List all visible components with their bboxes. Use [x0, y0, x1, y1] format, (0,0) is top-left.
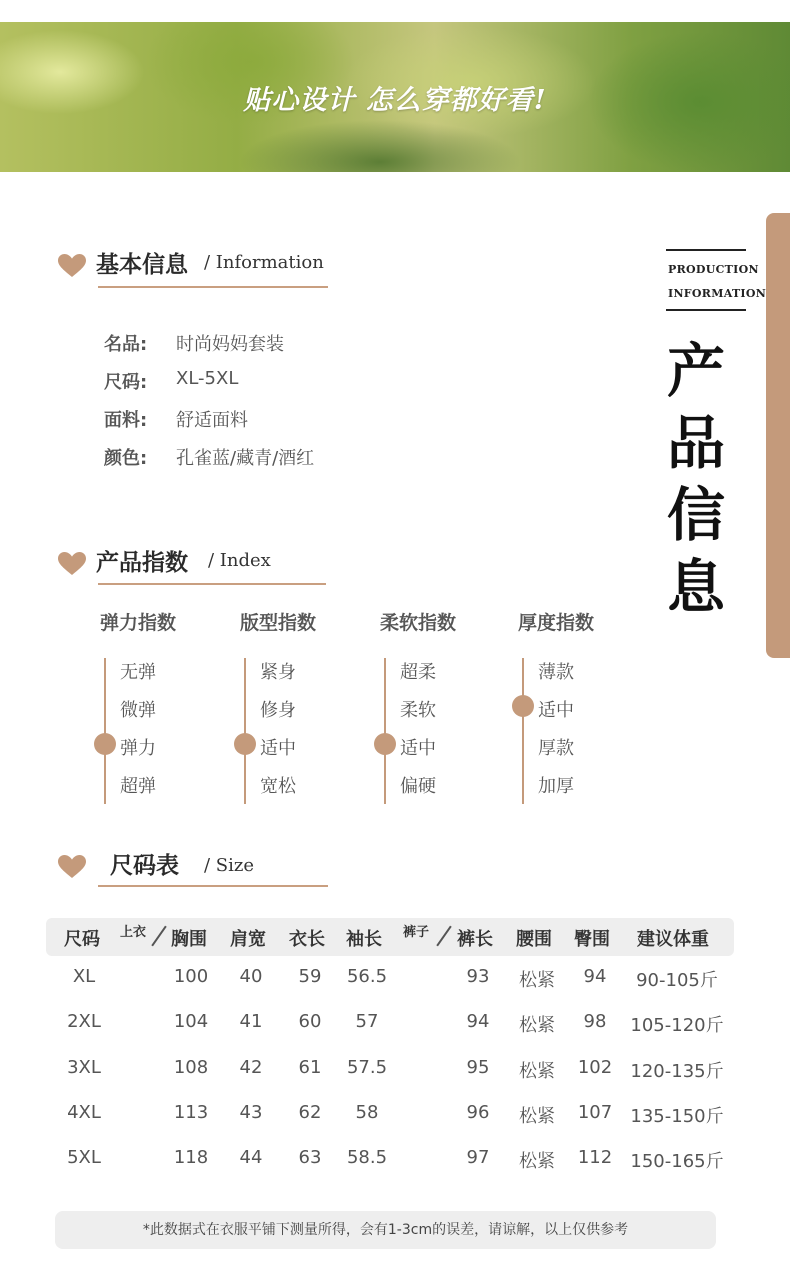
info-label: 名品: [104, 334, 148, 355]
table-cell-waist: 松紧 [519, 1060, 555, 1082]
index-scale-line [244, 658, 246, 804]
index-option: 弹力 [120, 738, 156, 759]
th-pants-length: 裤长 [457, 929, 493, 950]
table-cell-sleeve: 57 [355, 1011, 379, 1033]
side-rule-bottom [666, 309, 746, 311]
table-cell-hip: 112 [577, 1147, 613, 1169]
side-cn-char: 产 [666, 337, 725, 405]
heart-icon [58, 552, 86, 576]
table-cell-pants-length: 93 [466, 966, 490, 987]
index-option: 偏硬 [400, 776, 436, 797]
side-cn-char: 息 [666, 553, 725, 621]
index-title: 厚度指数 [518, 612, 595, 634]
table-cell-length: 63 [298, 1147, 322, 1169]
banner-title: 贴心设计 怎么穿都好看! [243, 85, 547, 116]
table-cell-weight: 120-135斤 [630, 1060, 724, 1082]
th-size: 尺码 [64, 929, 100, 950]
section-title-en: / Information [204, 252, 324, 273]
index-title: 柔软指数 [380, 612, 457, 634]
section-underline [98, 286, 328, 288]
index-selected-dot [512, 695, 534, 717]
info-value: 舒适面料 [176, 410, 248, 431]
table-cell-waist: 松紧 [519, 1151, 555, 1173]
table-cell-waist: 松紧 [519, 1105, 555, 1127]
section-title-cn: 基本信息 [96, 251, 188, 278]
index-option: 宽松 [260, 776, 296, 797]
th-chest: 胸围 [171, 929, 207, 950]
table-cell-chest: 104 [173, 1011, 209, 1033]
index-selected-dot [94, 733, 116, 755]
heart-icon [58, 855, 86, 879]
th-sleeve: 袖长 [346, 929, 382, 950]
index-option: 紧身 [260, 662, 296, 683]
info-label: 颜色: [104, 448, 148, 469]
table-cell-pants-length: 95 [466, 1056, 490, 1078]
table-cell-length: 59 [298, 966, 322, 987]
index-option: 适中 [400, 738, 436, 759]
table-cell-waist: 松紧 [519, 1015, 555, 1037]
table-cell-sleeve: 57.5 [346, 1056, 388, 1078]
info-value: 时尚妈妈套装 [176, 334, 284, 355]
th-length: 衣长 [289, 929, 325, 950]
table-cell-shoulder: 40 [239, 966, 263, 987]
index-title: 版型指数 [240, 612, 317, 634]
table-cell-size: XL [72, 966, 96, 987]
table-cell-hip: 102 [577, 1056, 613, 1078]
table-cell-hip: 98 [583, 1011, 607, 1033]
th-hip: 臀围 [574, 929, 610, 950]
measurement-footnote: *此数据式在衣服平铺下测量所得，会有1-3cm的误差，请谅解，以上仅供参考 [55, 1211, 716, 1249]
side-en-line1: PRODUCTION [668, 263, 759, 276]
info-value: 孔雀蓝/藏青/酒红 [176, 448, 315, 469]
table-cell-length: 60 [298, 1011, 322, 1033]
table-cell-size: 5XL [67, 1147, 101, 1169]
table-cell-weight: 90-105斤 [636, 970, 718, 991]
table-cell-shoulder: 41 [239, 1011, 263, 1033]
th-shoulder: 肩宽 [230, 929, 266, 950]
table-cell-shoulder: 44 [239, 1147, 263, 1169]
section-title-en: / Index [208, 550, 271, 571]
table-cell-weight: 135-150斤 [630, 1105, 724, 1127]
table-cell-chest: 113 [173, 1101, 209, 1123]
table-cell-weight: 105-120斤 [630, 1015, 724, 1037]
table-cell-chest: 108 [173, 1056, 209, 1078]
side-accent-bar [766, 213, 790, 658]
index-option: 柔软 [400, 700, 436, 721]
index-option: 超柔 [400, 662, 436, 683]
section-title-cn: 产品指数 [96, 549, 188, 576]
section-underline [98, 885, 328, 887]
table-cell-sleeve: 56.5 [346, 966, 388, 987]
index-option: 超弹 [120, 776, 156, 797]
side-cn-char: 信 [666, 481, 725, 549]
index-selected-dot [374, 733, 396, 755]
index-option: 无弹 [120, 662, 156, 683]
section-title-en: / Size [204, 855, 255, 876]
th-waist: 腰围 [516, 929, 552, 950]
table-cell-length: 62 [298, 1101, 322, 1123]
index-scale-line [104, 658, 106, 804]
info-label: 尺码: [104, 372, 148, 393]
table-cell-hip: 107 [577, 1101, 613, 1123]
heart-icon [58, 254, 86, 278]
table-cell-chest: 118 [173, 1147, 209, 1169]
index-option: 微弹 [120, 700, 156, 721]
table-cell-pants-length: 94 [466, 1011, 490, 1033]
table-cell-shoulder: 42 [239, 1056, 263, 1078]
th-weight: 建议体重 [637, 929, 709, 950]
table-cell-weight: 150-165斤 [630, 1151, 724, 1173]
index-title: 弹力指数 [100, 612, 177, 634]
table-cell-chest: 100 [173, 966, 209, 987]
side-en-line2: INFORMATION [668, 287, 767, 300]
section-underline [98, 583, 326, 585]
index-option: 厚款 [538, 738, 574, 759]
table-cell-length: 61 [298, 1056, 322, 1078]
info-label: 面料: [104, 410, 148, 431]
index-option: 薄款 [538, 662, 574, 683]
table-cell-size: 3XL [67, 1056, 101, 1078]
size-table-header-bar [46, 918, 734, 956]
index-option: 加厚 [538, 776, 574, 797]
table-cell-size: 4XL [67, 1101, 101, 1123]
index-option: 适中 [260, 738, 296, 759]
table-cell-size: 2XL [67, 1011, 101, 1033]
table-cell-sleeve: 58 [355, 1101, 379, 1123]
table-cell-sleeve: 58.5 [346, 1147, 388, 1169]
table-cell-waist: 松紧 [519, 970, 555, 991]
table-cell-pants-length: 97 [466, 1147, 490, 1169]
table-cell-pants-length: 96 [466, 1101, 490, 1123]
index-scale-line [384, 658, 386, 804]
th-top-group: 上衣 [120, 925, 147, 940]
table-cell-hip: 94 [583, 966, 607, 987]
th-pants-group: 裤子 [403, 925, 430, 940]
side-cn-char: 品 [666, 409, 725, 477]
index-selected-dot [234, 733, 256, 755]
index-option: 适中 [538, 700, 574, 721]
hero-banner [0, 22, 790, 172]
side-rule-top [666, 249, 746, 251]
table-cell-shoulder: 43 [239, 1101, 263, 1123]
section-title-cn: 尺码表 [110, 852, 179, 879]
index-scale-line [522, 658, 524, 804]
index-option: 修身 [260, 700, 296, 721]
info-value: XL-5XL [176, 368, 239, 389]
